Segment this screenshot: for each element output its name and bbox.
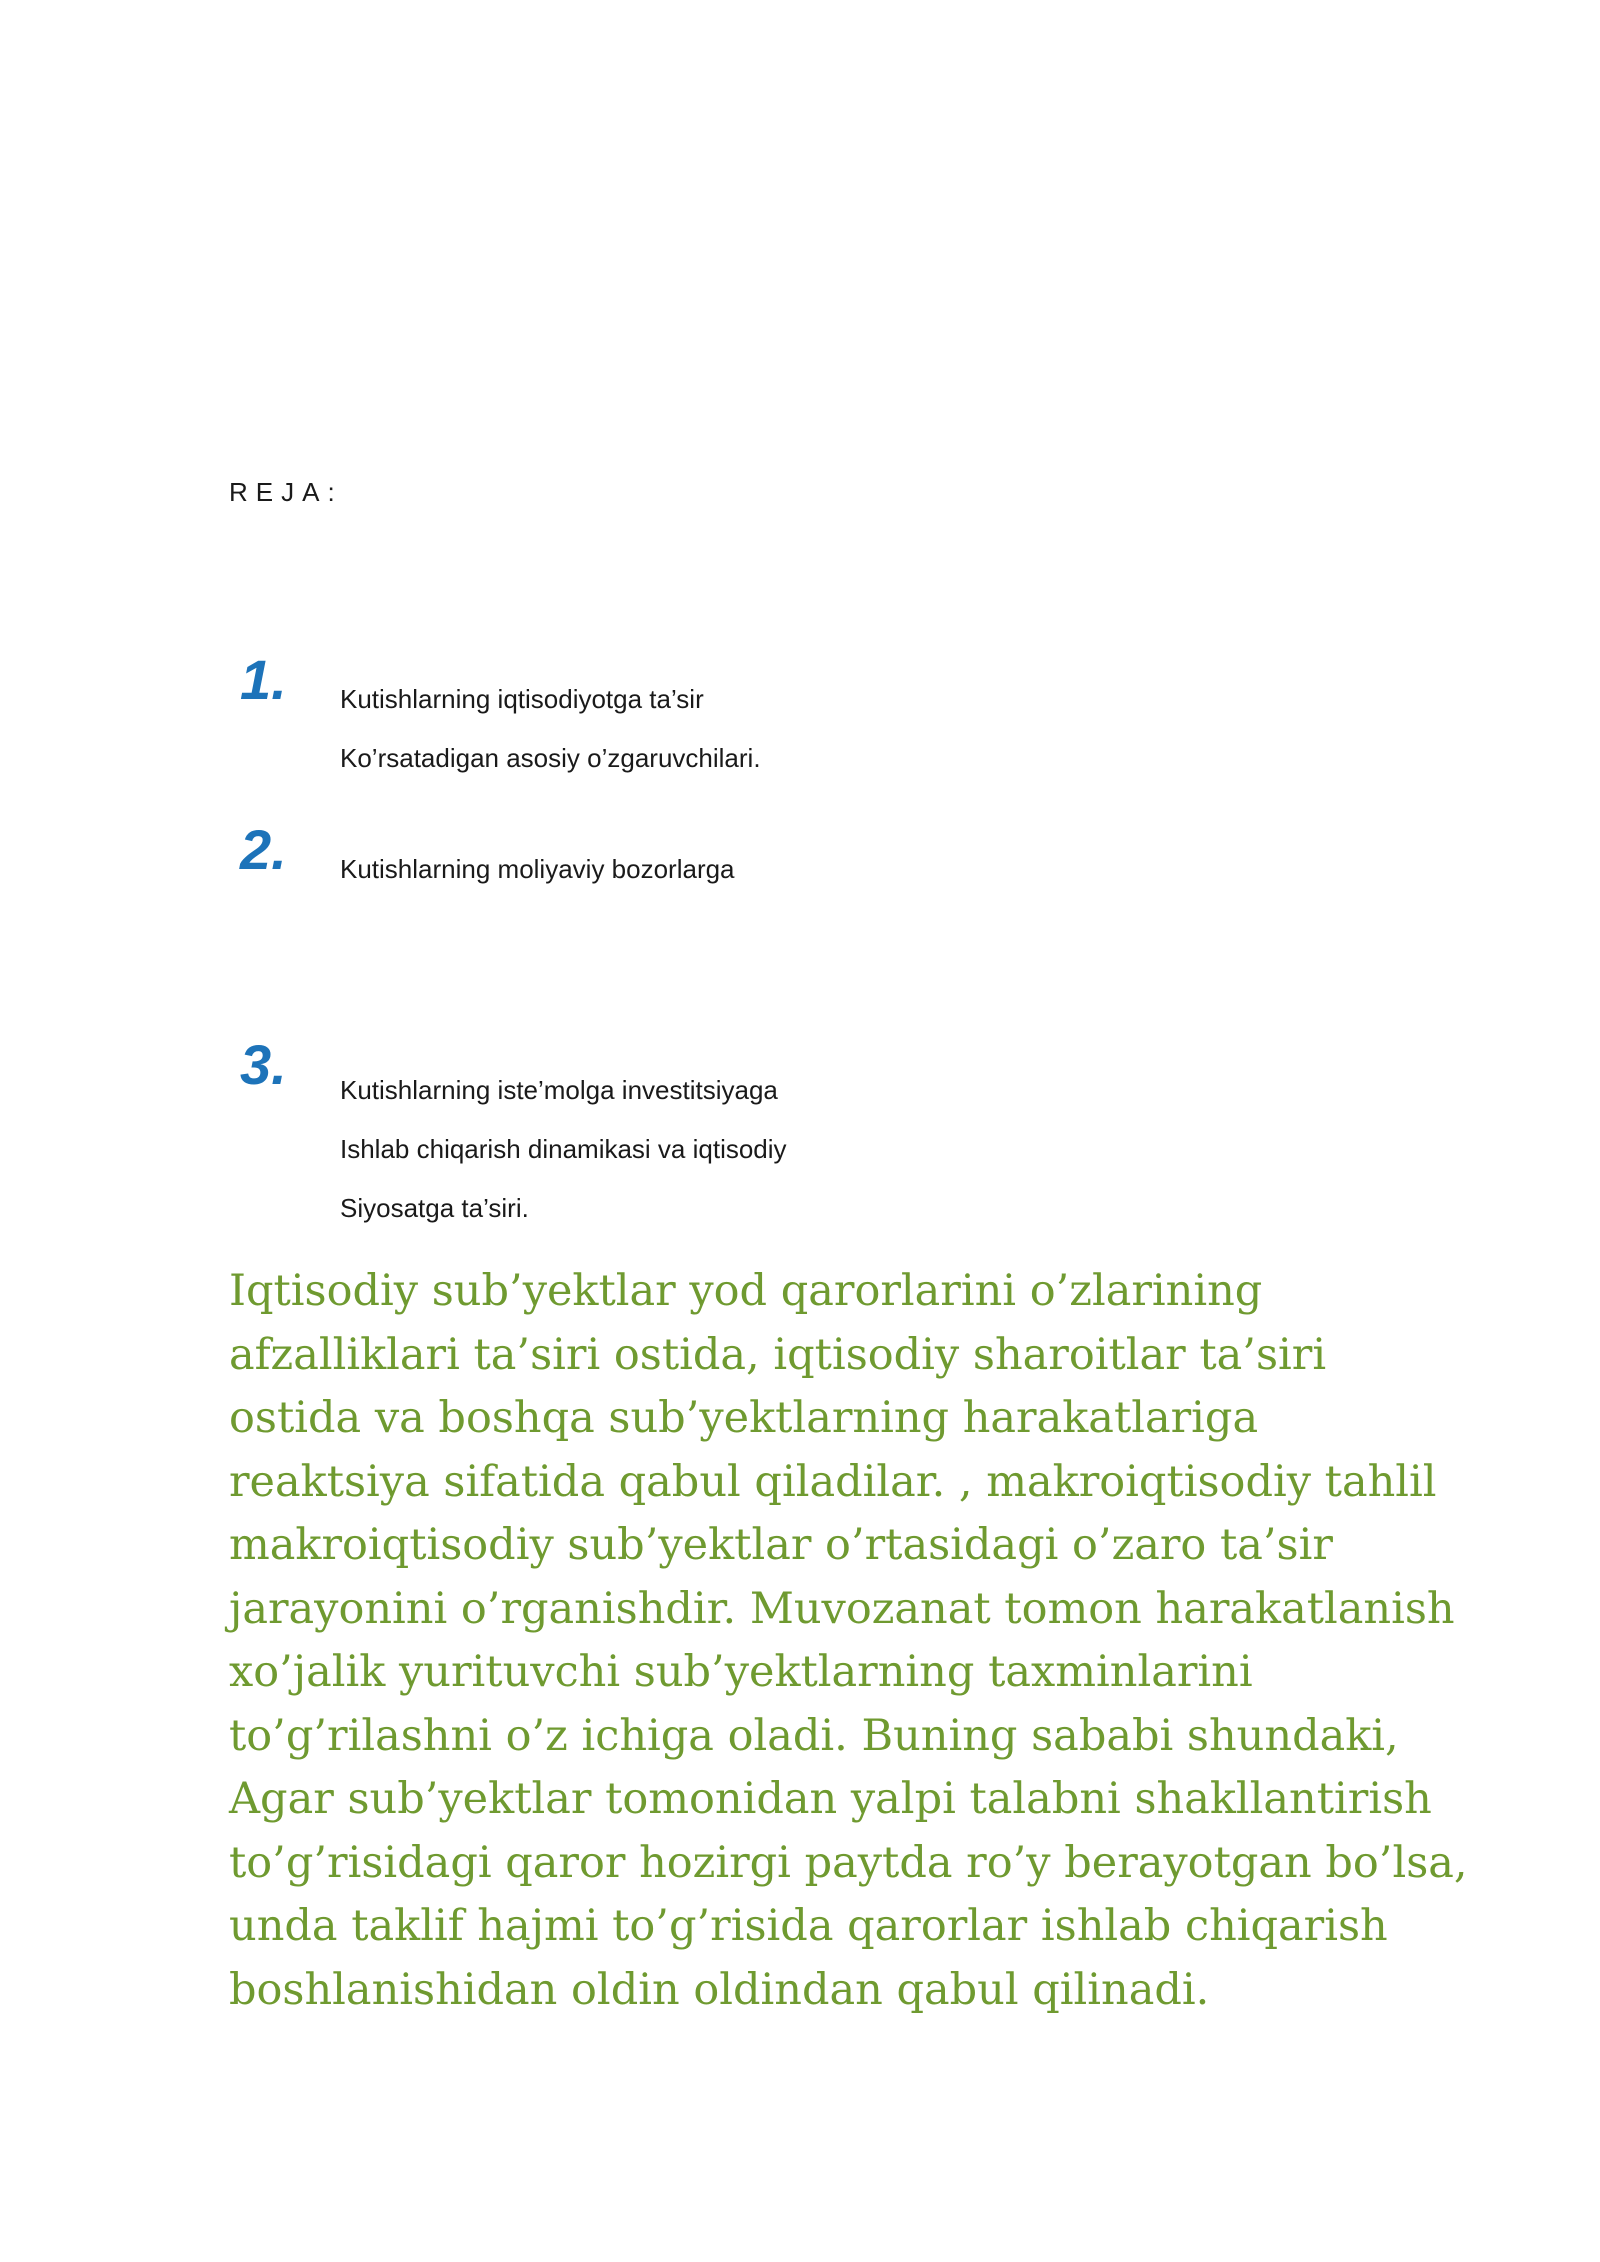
plan-item-line: Siyosatga ta’siri. bbox=[340, 1193, 529, 1223]
body-paragraph: Iqtisodiy sub’yektlar yod qarorlarini o’zlarining afzalliklari ta’siri ostida, iqtisodiy sharoitlar ta’siri ostida va boshqa sub’yektlarning harakatlariga reaktsiya sifatida qabul qiladilar. , makroiqtisodiy tahlil makroiqtisodiy sub’yektlar o’rtasidagi o’zaro ta’sir jarayonini o’rganishdir. Muvozanat tomon harakatlanish xo’jalik yurituvchi sub’yektlarning taxminlarini to’g’rilashni o’z ichiga oladi. Buning sababi shundaki, Agar sub’yektlar tomonidan yalpi talabni shakllantirish to’g’risidagi qaror hozirgi paytda ro’y berayotgan bo’lsa, unda taklif hajmi to’g’risida qarorlar ishlab chiqarish boshlanishidan oldin oldindan qabul qilinadi. bbox=[229, 1266, 1468, 2015]
plan-item-line: Ko’rsatadigan asosiy o’zgaruvchilari. bbox=[340, 743, 761, 773]
plan-item-text bbox=[340, 840, 735, 899]
plan-item-number: 3. bbox=[240, 1033, 287, 1096]
plan-item-number: 2. bbox=[240, 818, 287, 881]
plan-heading: REJA: bbox=[229, 477, 343, 507]
plan-item-text bbox=[340, 670, 761, 788]
plan-item-line: Kutishlarning iqtisodiyotga ta’sir bbox=[340, 684, 704, 714]
plan-item-line: Ishlab chiqarish dinamikasi va iqtisodiy bbox=[340, 1134, 787, 1164]
plan-item-text bbox=[340, 1061, 787, 1238]
plan-item-line: Kutishlarning iste’molga investitsiyaga bbox=[340, 1075, 778, 1105]
plan-item-number: 1. bbox=[240, 648, 287, 711]
plan-item-line: Kutishlarning moliyaviy bozorlarga bbox=[340, 854, 735, 884]
